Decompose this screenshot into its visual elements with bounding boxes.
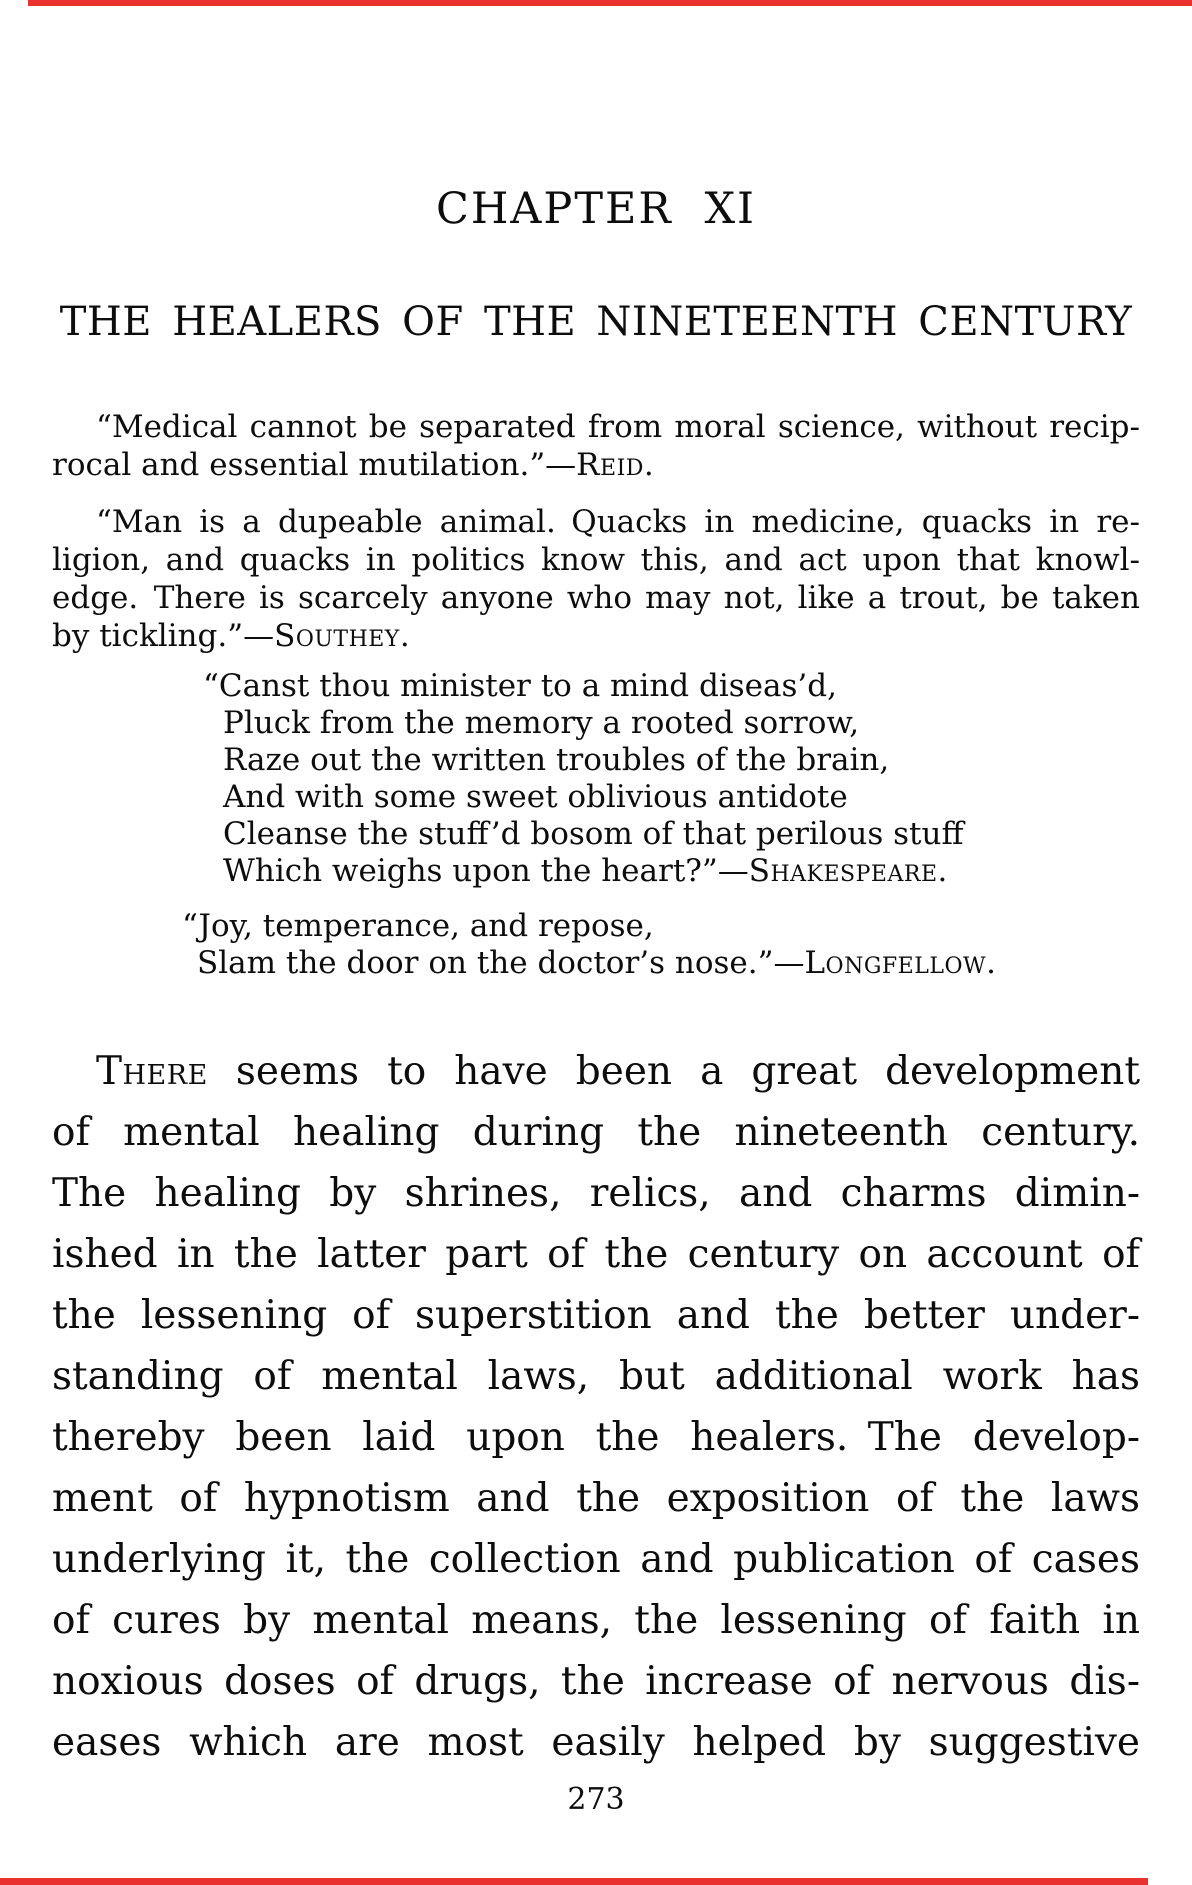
verse-line	[182, 945, 1140, 982]
body-line: standing of mental laws, but additional work has	[52, 1354, 1140, 1399]
epigraph-line: “Medical cannot be separated from moral science, without recip-	[96, 409, 1140, 445]
body-line: ment of hypnotism and the exposition of the laws	[52, 1476, 1140, 1521]
body-line: underlying it, the collection and publication of cases	[52, 1537, 1140, 1582]
body-line	[52, 1041, 1140, 1102]
epigraph-author: Reid.	[576, 447, 655, 483]
verse-author: Shakespeare.	[748, 853, 948, 889]
epigraph-line: “Man is a dupeable animal. Quacks in medicine, quacks in re-	[96, 504, 1140, 540]
verse-author: Longfellow.	[804, 945, 997, 981]
verse-line: Cleanse the stuff’d bosom of that perilous stuff	[223, 816, 964, 852]
body-text: seems to have been a great development	[207, 1049, 1140, 1094]
verse-text: Slam the door on the doctor’s nose.”—	[197, 945, 805, 981]
epigraph-southey	[52, 503, 1140, 655]
body-line: thereby been laid upon the healers. The develop-	[52, 1415, 1140, 1460]
verse-line: Pluck from the memory a rooted sorrow,	[223, 705, 860, 741]
epigraph-author: Southey.	[274, 618, 411, 654]
body-line: of cures by mental means, the lessening of faith in	[52, 1598, 1140, 1643]
epigraph-text: rocal and essential mutilation.”—	[52, 447, 577, 483]
chapter-heading: CHAPTER XI	[435, 184, 757, 234]
epigraph-line	[52, 617, 1140, 655]
verse-line: “Joy, temperance, and repose,	[182, 908, 654, 944]
page-title: THE HEALERS OF THE NINETEENTH CENTURY	[59, 299, 1133, 345]
epigraph-line	[52, 446, 1140, 484]
lead-word: There	[96, 1049, 208, 1094]
scan-artifact-bottom-line	[0, 1878, 1148, 1885]
body-line: ished in the latter part of the century on account of	[52, 1232, 1140, 1277]
epigraph-line: edge. There is scarcely anyone who may not, like a trout, be taken	[52, 580, 1140, 616]
scan-artifact-top-line	[28, 0, 1192, 6]
verse-shakespeare	[203, 668, 1140, 890]
page-number: 273	[567, 1782, 625, 1817]
body-line: the lessening of superstition and the better under-	[52, 1293, 1140, 1338]
verse-line: And with some sweet oblivious antidote	[223, 779, 848, 815]
verse-line: “Canst thou minister to a mind diseas’d,	[203, 668, 837, 704]
verse-longfellow	[182, 908, 1140, 982]
epigraph-text: by tickling.”—	[52, 618, 275, 654]
body-line: The healing by shrines, relics, and charms dimin-	[52, 1171, 1140, 1216]
body-line: eases which are most easily helped by suggestive	[52, 1720, 1140, 1765]
body-line: of mental healing during the nineteenth century.	[52, 1110, 1140, 1155]
body-paragraph	[52, 1041, 1140, 1773]
verse-line	[203, 853, 1140, 890]
epigraph-line: ligion, and quacks in politics know this, and act upon that knowl-	[52, 542, 1140, 578]
epigraph-reid	[52, 408, 1140, 484]
verse-text: Which weighs upon the heart?”—	[223, 853, 749, 889]
verse-line: Raze out the written troubles of the brain,	[223, 742, 890, 778]
body-line: noxious doses of drugs, the increase of nervous dis-	[52, 1659, 1140, 1704]
